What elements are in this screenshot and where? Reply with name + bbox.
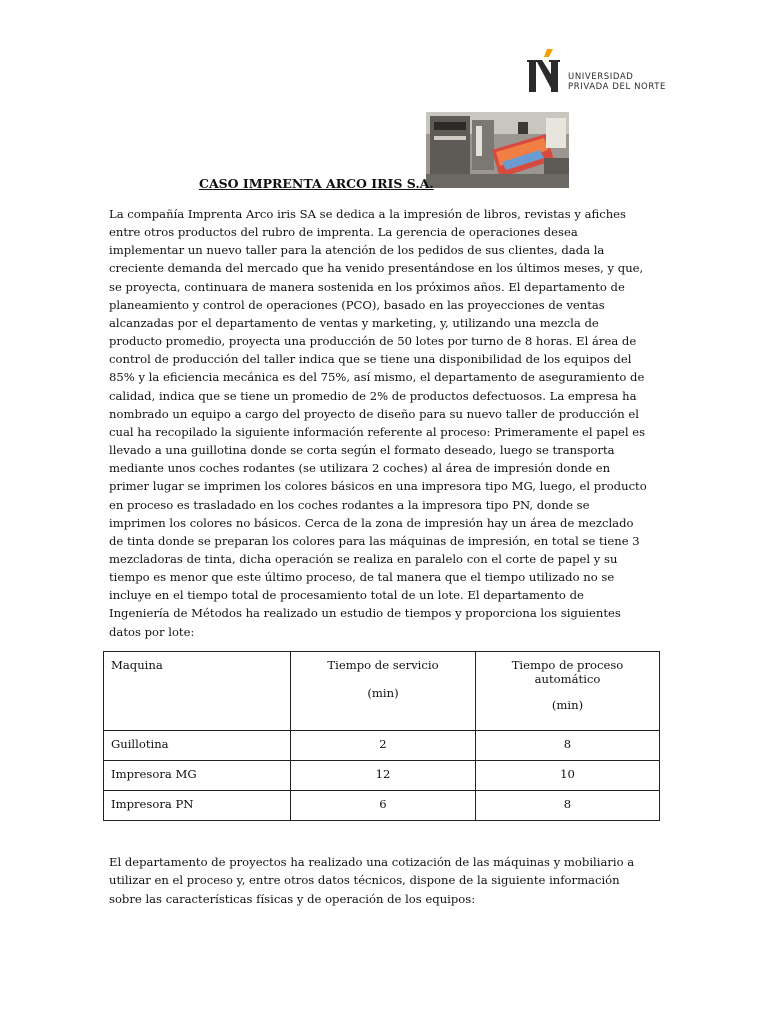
cell-proceso: 8 (476, 791, 660, 821)
footer-line: sobre las características físicas y de operación de los equipos: (109, 891, 476, 906)
body-line: creciente demanda del mercado que ha venido presentándose en los últimos meses, y que, (109, 261, 644, 276)
cell-proceso: 8 (476, 731, 660, 761)
logo-line-2: PRIVADA DEL NORTE (568, 82, 666, 92)
cell-servicio: 6 (291, 791, 476, 821)
body-line: producto promedio, proyecta una producción de 50 lotes por turno de 8 horas. El área de (109, 334, 637, 349)
header-proceso-unit: (min) (551, 698, 584, 712)
table-row (104, 731, 660, 761)
cell-maquina: Guillotina (104, 731, 291, 761)
body-line: mezcladoras de tinta, dicha operación se realiza en paralelo con el corte de papel y su (109, 551, 618, 566)
body-line: primer lugar se imprimen los colores básicos en una impresora tipo MG, luego, el producto (109, 479, 647, 494)
header-tiempo-servicio (291, 652, 476, 731)
header-servicio-unit: (min) (367, 686, 399, 700)
machine-times-table (103, 651, 660, 821)
body-line: calidad, indica que se tiene un promedio de 2% de productos defectuosos. La empresa ha (109, 388, 637, 403)
table-row (104, 791, 660, 821)
header-servicio-label: Tiempo de servicio (327, 658, 439, 672)
body-line: de tinta donde se preparan los colores para las máquinas de impresión, en total se tiene 3 (109, 533, 640, 548)
body-line: cual ha recopilado la siguiente información referente al proceso: Primeramente el papel es (109, 424, 646, 439)
university-logo (527, 48, 687, 96)
header-tiempo-proceso (476, 652, 660, 731)
body-line: control de producción del taller indica que se tiene una disponibilidad de los equipos del (109, 352, 632, 367)
logo-line-1: UNIVERSIDAD (568, 72, 634, 82)
footer-paragraph (109, 853, 669, 908)
printing-press-photo (426, 112, 569, 188)
body-paragraph (109, 205, 657, 641)
header-maquina: Maquina (104, 652, 291, 731)
body-line: Ingeniería de Métodos ha realizado un estudio de tiempos y proporciona los siguientes (109, 606, 621, 621)
body-line: La compañía Imprenta Arco iris SA se dedica a la impresión de libros, revistas y afiches (109, 207, 626, 221)
table-header-row (104, 652, 660, 731)
body-line: nombrado un equipo a cargo del proyecto de diseño para su nuevo taller de producción el (109, 406, 639, 421)
header-proceso-label: Tiempo de proceso automático (511, 658, 624, 686)
body-line: se proyecta, continuara de manera sostenida en los próximos años. El departamento de (109, 279, 625, 294)
body-line: imprimen los colores no básicos. Cerca de la zona de impresión hay un área de mezclado (109, 515, 634, 530)
table-row (104, 761, 660, 791)
body-line: mediante unos coches rodantes (se utilizara 2 coches) al área de impresión donde en (109, 461, 611, 476)
body-line: 85% y la eficiencia mecánica es del 75%, así mismo, el departamento de aseguramiento de (109, 370, 645, 385)
cell-servicio: 2 (291, 731, 476, 761)
cell-maquina: Impresora PN (104, 791, 291, 821)
footer-line: El departamento de proyectos ha realizado una cotización de las máquinas y mobiliario a (109, 855, 635, 869)
body-line: planeamiento y control de operaciones (PCO), basado en las proyecciones de ventas (109, 297, 605, 312)
footer-line: utilizar en el proceso y, entre otros datos técnicos, dispone de la siguiente información (109, 873, 620, 888)
cell-servicio: 12 (291, 761, 476, 791)
cell-proceso: 10 (476, 761, 660, 791)
body-line: implementar un nuevo taller para la atención de los pedidos de sus clientes, dada la (109, 243, 605, 258)
body-line: llevado a una guillotina donde se corta según el formato deseado, luego se transporta (109, 443, 615, 458)
document-title: CASO IMPRENTA ARCO IRIS S.A. (199, 176, 434, 191)
body-line: tiempo es menor que este último proceso, de tal manera que el tiempo utilizado no se (109, 570, 615, 585)
body-line: alcanzadas por el departamento de ventas y marketing, y, utilizando una mezcla de (109, 315, 599, 330)
body-line: en proceso es trasladado en los coches rodantes a la impresora tipo PN, donde se (109, 497, 590, 512)
body-line: datos por lote: (109, 624, 195, 639)
body-line: incluye en el tiempo total de procesamiento total de un lote. El departamento de (109, 588, 584, 603)
university-name (568, 72, 666, 92)
body-line: entre otros productos del rubro de imprenta. La gerencia de operaciones desea (109, 225, 578, 240)
cell-maquina: Impresora MG (104, 761, 291, 791)
university-emblem-icon (527, 48, 563, 94)
